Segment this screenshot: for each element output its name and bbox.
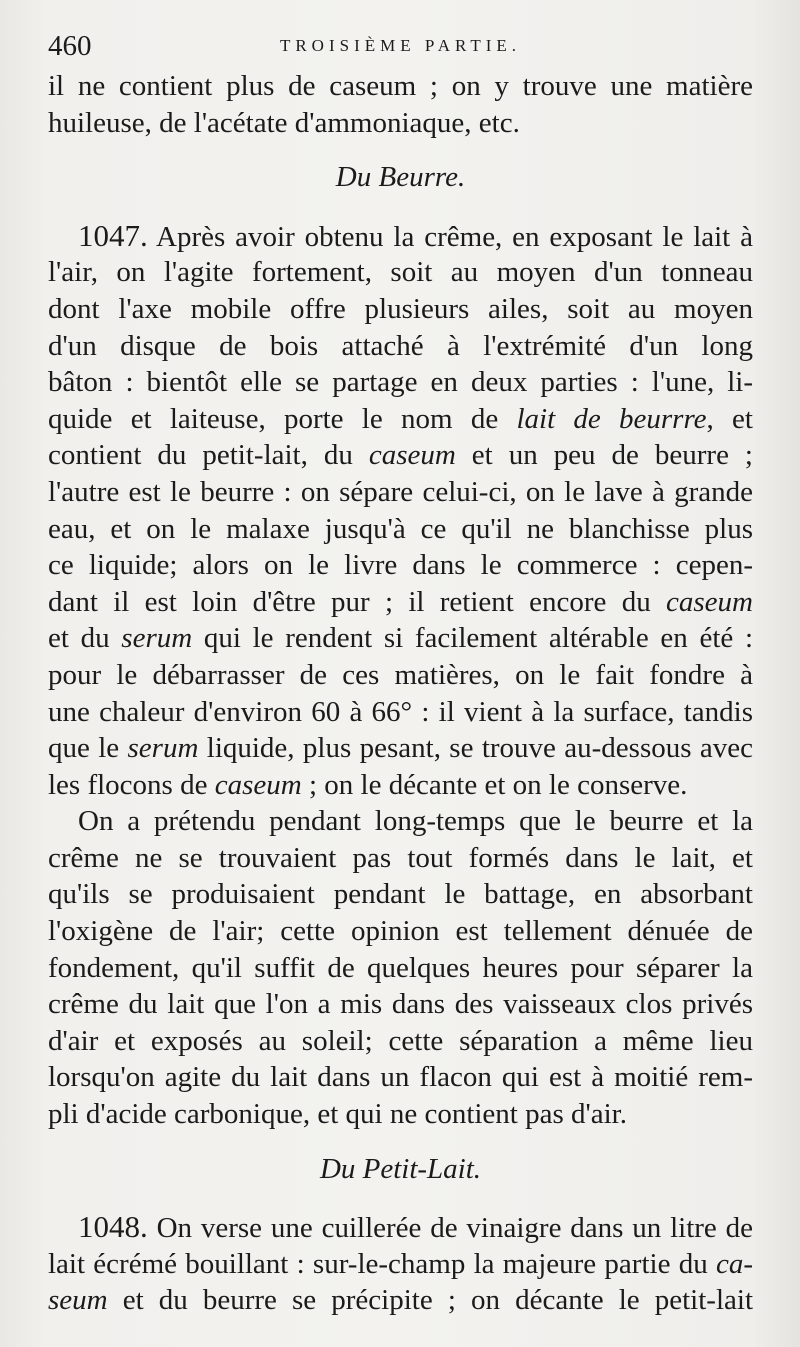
- text-line: d'un disque de bois attaché à l'extrémité d'un long: [48, 329, 753, 362]
- text-line: huileuse, de l'acétate d'ammoniaque, etc.: [48, 106, 520, 139]
- body-text: [48, 68, 753, 1319]
- text-line: bâton : bientôt elle se partage en deux parties : l'une, li-: [48, 366, 753, 399]
- text-line: ce liquide; alors on le livre dans le commerce : cepen-: [48, 549, 753, 582]
- text-line: qu'ils se produisaient pendant le battage, en absorbant: [48, 878, 753, 911]
- text-line: d'air et exposés au soleil; cette séparation a même lieu: [48, 1024, 753, 1057]
- article-number: 1048.: [78, 1209, 148, 1245]
- paragraph-1047-first-line: 1047. Après avoir obtenu la crême, en exposant le lait à: [78, 217, 753, 253]
- text-line: lorsqu'on agite du lait dans un flacon qui est à moitié rem-: [48, 1061, 753, 1094]
- text-line: dont l'axe mobile offre plusieurs ailes, soit au moyen: [48, 292, 753, 325]
- text-line: seum et du beurre se précipite ; on décante le petit-lait: [48, 1284, 753, 1317]
- text-line: pli d'acide carbonique, et qui ne contient pas d'air.: [48, 1098, 627, 1131]
- paragraph-first-line: On a prétendu pendant long-temps que le beurre et la: [78, 805, 753, 838]
- text-line: lait écrémé bouillant : sur-le-champ la majeure partie du ca-: [48, 1247, 753, 1280]
- text-line: une chaleur d'environ 60 à 66° : il vient à la surface, tandis: [48, 695, 753, 728]
- paragraph-1048-first-line: 1048. On verse une cuillerée de vinaigre dans un litre de: [78, 1209, 753, 1245]
- page-number: 460: [48, 30, 92, 62]
- text-line: pour le débarrasser de ces matières, on le fait fondre à: [48, 658, 753, 691]
- section-heading-petit-lait: Du Petit-Lait.: [319, 1152, 482, 1185]
- text-line: dant il est loin d'être pur ; il retient encore du caseum: [48, 585, 753, 618]
- page-header: [48, 28, 753, 64]
- section-heading-beurre: Du Beurre.: [335, 161, 466, 194]
- text-line: les flocons de caseum ; on le décante et on le conserve.: [48, 768, 688, 801]
- text-line: fondement, qu'il suffit de quelques heures pour séparer la: [48, 951, 753, 984]
- text-line: quide et laiteuse, porte le nom de lait de beurrre, et: [48, 402, 753, 435]
- text-line: eau, et on le malaxe jusqu'à ce qu'il ne blanchisse plus: [48, 512, 753, 545]
- text-line: l'autre est le beurre : on sépare celui-ci, on le lave à grande: [48, 475, 753, 508]
- text-line: contient du petit-lait, du caseum et un peu de beurre ;: [48, 439, 753, 472]
- text-line: crême du lait que l'on a mis dans des vaisseaux clos privés: [48, 988, 753, 1021]
- text-line: crême ne se trouvaient pas tout formés dans le lait, et: [48, 841, 753, 874]
- text-line: que le serum liquide, plus pesant, se trouve au-dessous avec: [48, 732, 753, 765]
- text-line: l'air, on l'agite fortement, soit au moyen d'un tonneau: [48, 256, 753, 289]
- running-head: TROISIÈME PARTIE.: [279, 36, 522, 55]
- text-line: l'oxigène de l'air; cette opinion est tellement dénuée de: [48, 915, 753, 948]
- text-line: et du serum qui le rendent si facilement altérable en été :: [48, 622, 753, 655]
- article-number: 1047.: [78, 217, 148, 253]
- text-line: il ne contient plus de caseum ; on y trouve une matière: [48, 70, 753, 102]
